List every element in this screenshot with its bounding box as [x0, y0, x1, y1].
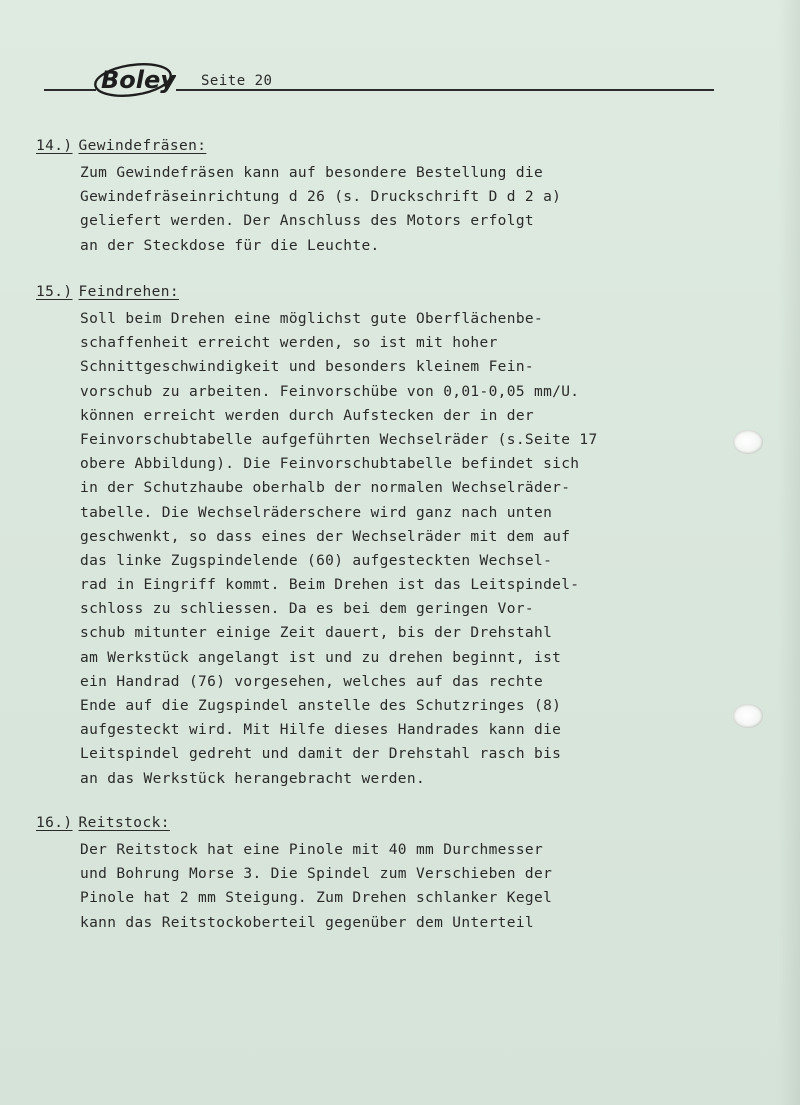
text-line: Pinole hat 2 mm Steigung. Zum Drehen schlanker Kegel	[80, 890, 553, 907]
section-body	[80, 838, 720, 935]
punch-hole	[733, 430, 763, 454]
text-line: an der Steckdose für die Leuchte.	[80, 237, 380, 254]
text-line: am Werkstück angelangt ist und zu drehen beginnt, ist	[80, 649, 562, 666]
logo-wordmark: Boley	[101, 66, 176, 94]
boley-logo	[92, 58, 176, 98]
text-line: Ende auf die Zugspindel anstelle des Schutzringes (8)	[80, 698, 562, 714]
text-line: vorschub zu arbeiten. Feinvorschübe von 0,01-0,05 mm/U.	[80, 383, 580, 400]
section-number: 15.)	[36, 284, 73, 300]
page-edge-shadow	[778, 0, 800, 1105]
text-line: rad in Eingriff kommt. Beim Drehen ist das Leitspindel-	[80, 577, 580, 594]
text-line: Gewindefräseinrichtung d 26 (s. Druckschrift D d 2 a)	[80, 189, 562, 206]
section-heading	[36, 815, 170, 831]
text-line: Schnittgeschwindigkeit und besonders kleinem Fein-	[80, 359, 534, 376]
text-line: aufgesteckt wird. Mit Hilfe dieses Handrades kann die	[80, 722, 562, 739]
text-line: und Bohrung Morse 3. Die Spindel zum Verschieben der	[80, 866, 553, 883]
text-line: tabelle. Die Wechselräderschere wird ganz nach unten	[80, 504, 553, 521]
text-line: Feinvorschubtabelle aufgeführten Wechselräder (s.Seite 17	[80, 431, 598, 448]
text-line: Zum Gewindefräsen kann auf besondere Bestellung die	[80, 165, 544, 181]
text-line: Der Reitstock hat eine Pinole mit 40 mm Durchmesser	[80, 842, 544, 858]
text-line: schaffenheit erreicht werden, so ist mit hoher	[80, 335, 498, 352]
punch-hole	[733, 704, 763, 728]
section-title: Feindrehen:	[78, 284, 179, 300]
text-line: schub mitunter einige Zeit dauert, bis der Drehstahl	[80, 625, 553, 642]
text-line: Soll beim Drehen eine möglichst gute Oberflächenbe-	[80, 311, 544, 327]
page-number-label: Seite 20	[201, 73, 273, 89]
text-line: in der Schutzhaube oberhalb der normalen Wechselräder-	[80, 480, 571, 497]
section-body	[80, 307, 720, 791]
section-title: Gewindefräsen:	[78, 138, 207, 154]
text-line: kann das Reitstockoberteil gegenüber dem Unterteil	[80, 914, 534, 931]
section-body	[80, 161, 720, 258]
text-line: an das Werkstück herangebracht werden.	[80, 770, 426, 787]
header-rule-left	[44, 89, 96, 91]
text-line: ein Handrad (76) vorgesehen, welches auf das rechte	[80, 673, 544, 690]
text-line: Leitspindel gedreht und damit der Drehstahl rasch bis	[80, 746, 562, 763]
text-line: geschwenkt, so dass eines der Wechselräder mit dem auf	[80, 528, 571, 545]
section-number: 16.)	[36, 815, 73, 831]
text-line: können erreicht werden durch Aufstecken der in der	[80, 407, 534, 424]
section-heading	[36, 138, 206, 154]
section-heading	[36, 284, 179, 300]
text-line: obere Abbildung). Die Feinvorschubtabelle befindet sich	[80, 456, 580, 473]
text-line: das linke Zugspindelende (60) aufgesteckten Wechsel-	[80, 552, 553, 569]
text-line: schloss zu schliessen. Da es bei dem geringen Vor-	[80, 601, 534, 618]
page-header	[0, 58, 800, 98]
section-number: 14.)	[36, 138, 73, 154]
header-rule-right	[176, 89, 714, 91]
section-title: Reitstock:	[78, 815, 170, 831]
text-line: geliefert werden. Der Anschluss des Motors erfolgt	[80, 213, 534, 230]
